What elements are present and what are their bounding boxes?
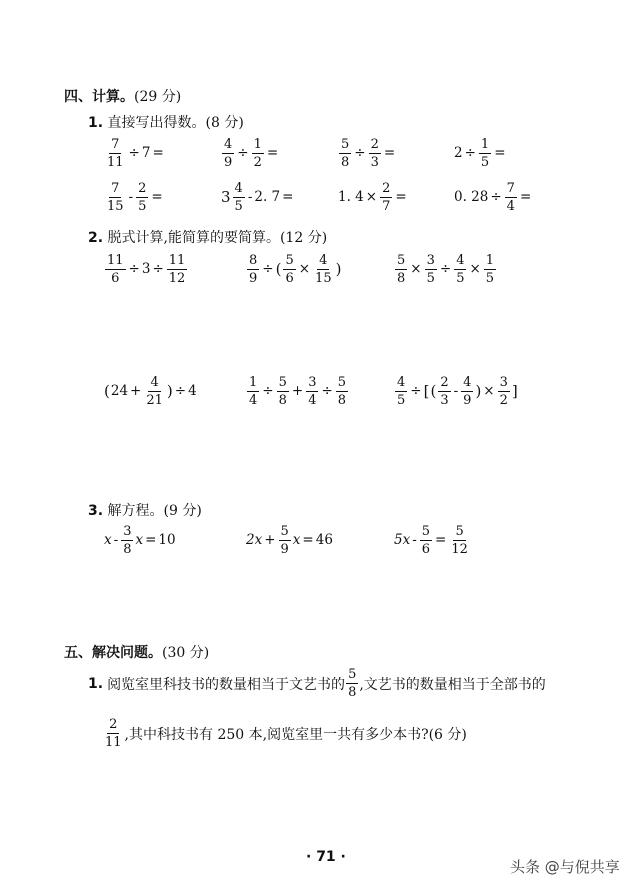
q2-item-5: $\frac{1}{4}$ ÷ $\frac{5}{8}$ + $\frac{3}{4}$ ÷ $\frac{5}{8}$ [249, 375, 347, 408]
fraction: $\frac{5}{8}$ [337, 375, 347, 408]
fraction: $\frac{5}{12}$ [451, 524, 468, 557]
problem-1-text-b: ,文艺书的数量相当于全部书的 [359, 676, 546, 693]
question-2-label: 2. [88, 230, 104, 246]
q1-item-5: $\frac{7}{15}$ - $\frac{2}{5}$ = [107, 181, 163, 214]
watermark: 头条 @与倪共享 [510, 858, 620, 876]
question-1-text: 直接写出得数。 [107, 115, 206, 131]
fraction: $\frac{4}{5}$ [397, 375, 406, 408]
fraction: $\frac{11}{12}$ [168, 253, 186, 286]
problem-1-text-a: 阅览室里科技书的数量相当于文艺书的 [107, 676, 346, 693]
fraction: $\frac{7}{11}$ [107, 137, 124, 170]
q2-item-4: ( 24 + $\frac{4}{21}$ ) ÷ 4 [104, 375, 197, 408]
question-3-text: 解方程。 [107, 503, 164, 519]
section-5-points: (30 分) [162, 645, 210, 661]
q1-item-3: $\frac{5}{8}$ ÷ $\frac{2}{3}$ = [341, 137, 396, 170]
q2-item-1: $\frac{11}{6}$ ÷ 3 ÷ $\frac{11}{12}$ [107, 253, 186, 286]
fraction: $\frac{1}{4}$ [249, 375, 258, 408]
problem-1-line-2 [102, 718, 467, 749]
q1-item-6: 3 $\frac{4}{5}$ - 2. 7 = [221, 181, 294, 214]
question-2-points: (12 分) [279, 230, 328, 246]
fraction: $\frac{4}{9}$ [463, 375, 472, 408]
section-5-title: 五、解决问题。 [64, 645, 162, 661]
section-4-heading [64, 86, 181, 106]
q1-item-8: 0. 28 ÷ $\frac{7}{4}$ = [454, 181, 532, 214]
section-5-heading [64, 642, 209, 662]
fraction: $\frac{4}{5}$ [456, 253, 465, 286]
q1-item-2: $\frac{4}{9}$ ÷ $\frac{1}{2}$ = [224, 137, 279, 170]
q2-item-3: $\frac{5}{8}$ × $\frac{3}{5}$ ÷ $\frac{4}{5}$ × $\frac{1}{5}$ [397, 253, 495, 286]
fraction: $\frac{5}{6}$ [285, 253, 294, 286]
section-4-title: 四、计算。 [64, 89, 134, 105]
fraction: $\frac{2}{3}$ [370, 137, 379, 170]
q1-item-1: $\frac{7}{11}$ ÷ 7 = [107, 137, 164, 170]
fraction: $\frac{5}{8}$ [341, 137, 350, 170]
fraction: $\frac{3}{5}$ [426, 253, 435, 286]
fraction: $\frac{4}{15}$ [315, 253, 332, 286]
fraction: $\frac{7}{15}$ [107, 181, 124, 214]
q3-equation-2: 2x + $\frac{5}{9}$ x = 46 [246, 524, 333, 557]
problem-1-line-1 [88, 668, 546, 699]
fraction: $\frac{4}{9}$ [224, 137, 233, 170]
fraction: $\frac{1}{5}$ [480, 137, 490, 170]
fraction: $\frac{8}{9}$ [249, 253, 258, 286]
problem-1-text-c: ,其中科技书有 250 本,阅览室里一共有多少本书? [124, 726, 429, 743]
fraction: $\frac{11}{6}$ [107, 253, 124, 286]
q1-item-4: 2 ÷ $\frac{1}{5}$ = [454, 137, 506, 170]
problem-1-points: (6 分) [428, 726, 467, 743]
question-3-label: 3. [88, 503, 104, 519]
question-1-heading [88, 112, 244, 132]
fraction: $\frac{4}{5}$ [234, 181, 243, 214]
fraction: $\frac{3}{8}$ [123, 524, 132, 557]
question-2-heading [88, 227, 327, 247]
question-3-points: (9 分) [163, 503, 202, 519]
section-4-points: (29 分) [134, 89, 182, 105]
question-1-label: 1. [88, 115, 104, 131]
q3-equation-3: 5x - $\frac{5}{6}$ = $\frac{5}{12}$ [394, 524, 468, 557]
fraction: $\frac{2}{5}$ [138, 181, 147, 214]
q2-item-6: $\frac{4}{5}$ ÷ [ ( $\frac{2}{3}$ - $\frac{4}{9}$ ) × $\frac{3}{2}$ ] [397, 375, 518, 408]
fraction: $\frac{7}{4}$ [506, 181, 515, 214]
fraction: $\frac{5}{8}$ [348, 667, 357, 700]
problem-1-label: 1. [88, 675, 104, 692]
fraction: $\frac{5}{8}$ [278, 375, 287, 408]
fraction: $\frac{2}{7}$ [382, 181, 391, 214]
fraction: $\frac{2}{3}$ [440, 375, 449, 408]
fraction: $\frac{5}{9}$ [280, 524, 289, 557]
fraction: $\frac{5}{6}$ [421, 524, 431, 557]
fraction: $\frac{1}{2}$ [253, 137, 262, 170]
q3-equation-1: x - $\frac{3}{8}$ x = 10 [104, 524, 176, 557]
question-3-heading [88, 500, 202, 520]
question-2-text: 脱式计算,能简算的要简算。 [107, 230, 280, 246]
fraction: $\frac{3}{2}$ [499, 375, 508, 408]
fraction: $\frac{2}{11}$ [105, 717, 122, 750]
question-1-points: (8 分) [205, 115, 244, 131]
fraction: $\frac{4}{21}$ [146, 375, 163, 408]
q1-item-7: 1. 4 × $\frac{2}{7}$ = [338, 181, 407, 214]
q2-item-2: $\frac{8}{9}$ ÷ ( $\frac{5}{6}$ × $\frac{4}{15}$ ) [249, 253, 342, 286]
fraction: $\frac{5}{8}$ [397, 253, 406, 286]
fraction: $\frac{3}{4}$ [308, 375, 317, 408]
page-number: · 71 · [306, 849, 346, 865]
fraction: $\frac{1}{5}$ [485, 253, 495, 286]
